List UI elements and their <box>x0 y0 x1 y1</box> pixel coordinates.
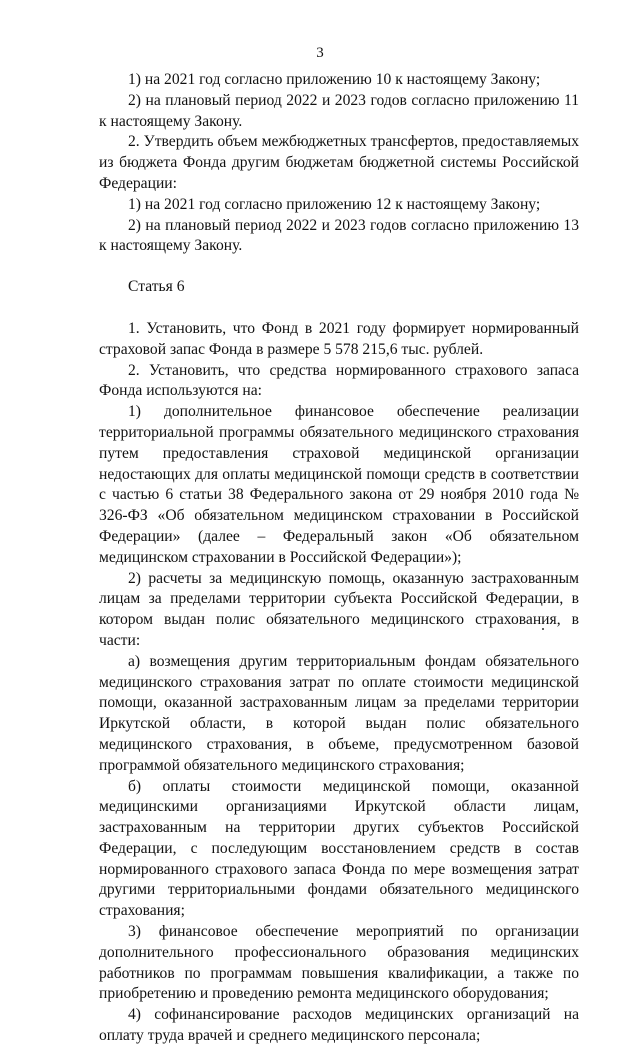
article-heading: Статья 6 <box>128 278 185 296</box>
paragraph-item-2-planning-period: 2) на плановый период 2022 и 2023 годов согласно приложению 11 к настоящему Закону. <box>99 91 579 130</box>
paragraph-item-3-education: 3) финансовое обеспечение мероприятий по организации дополнительного профессионального образования медицинских работников по программам повышения квалификации, а также по приобретению и проведению ремонта медицинского оборудования; <box>99 923 579 1003</box>
paragraph-item-2-planning-period-transfers: 2) на плановый период 2022 и 2023 годов согласно приложению 13 к настоящему Закону. <box>99 216 579 255</box>
paragraph-clause-2-reserve-use: 2. Установить, что средства нормированного страхового запаса Фонда используются на: <box>99 361 579 400</box>
paragraph-item-4-cofinancing: 4) софинансирование расходов медицинских организаций на оплату труда врачей и среднего медицинского персонала; <box>99 1006 579 1045</box>
paragraph-subitem-a: а) возмещения другим территориальным фондам обязательного медицинского страхования затрат по оплате стоимости медицинской помощи, оказанной застрахованным лицам за пределами территории Иркутской области, в которой выдан полис обязательного медицинского страхования, в объеме, предусмотренном базовой программой обязательного медицинского страхования; <box>99 652 579 774</box>
paragraph-clause-1-reserve: 1. Установить, что Фонд в 2021 году формирует нормированный страховой запас Фонда в размере 5 578 215,6 тыс. рублей. <box>99 319 579 358</box>
paragraph-item-1-additional-funding: 1) дополнительное финансовое обеспечение реализации территориальной программы обязательного медицинского страхования путем предоставления страховой медицинской организации недостающих для оплаты медицинской помощи средств в соответствии с частью 6 статьи 38 Федерального закона от 29 ноября 2010 года № 326-ФЗ «Об обязательном медицинском страховании в Российской Федерации» (далее – Федеральный закон «Об обязательном медицинском страховании в Российской Федерации»); <box>99 403 579 566</box>
page-number: 3 <box>316 45 324 61</box>
scan-dot-mark <box>542 628 544 630</box>
document-body <box>99 70 579 1047</box>
paragraph-subitem-b: б) оплаты стоимости медицинской помощи, оказанной медицинскими организациями Иркутской области лицам, застрахованным на территории других субъектов Российской Федерации, с последующим восстановлением средств в состав нормированного страхового запаса Фонда по мере возмещения затрат другими территориальными фондами обязательного медицинского страхования; <box>99 777 579 920</box>
paragraph-item-1-2021: 1) на 2021 год согласно приложению 10 к настоящему Закону; <box>128 71 541 88</box>
paragraph-item-1-2021-transfers: 1) на 2021 год согласно приложению 12 к настоящему Закону; <box>128 195 541 213</box>
paragraph-clause-2-transfers: 2. Утвердить объем межбюджетных трансфертов, предоставляемых из бюджета Фонда другим бюджетам бюджетной системы Российской Федерации: <box>99 133 579 192</box>
paragraph-item-2-settlements: 2) расчеты за медицинскую помощь, оказанную застрахованным лицам за пределами территории субъекта Российской Федерации, в котором выдан полис обязательного медицинского страхования, в части: <box>99 569 579 649</box>
